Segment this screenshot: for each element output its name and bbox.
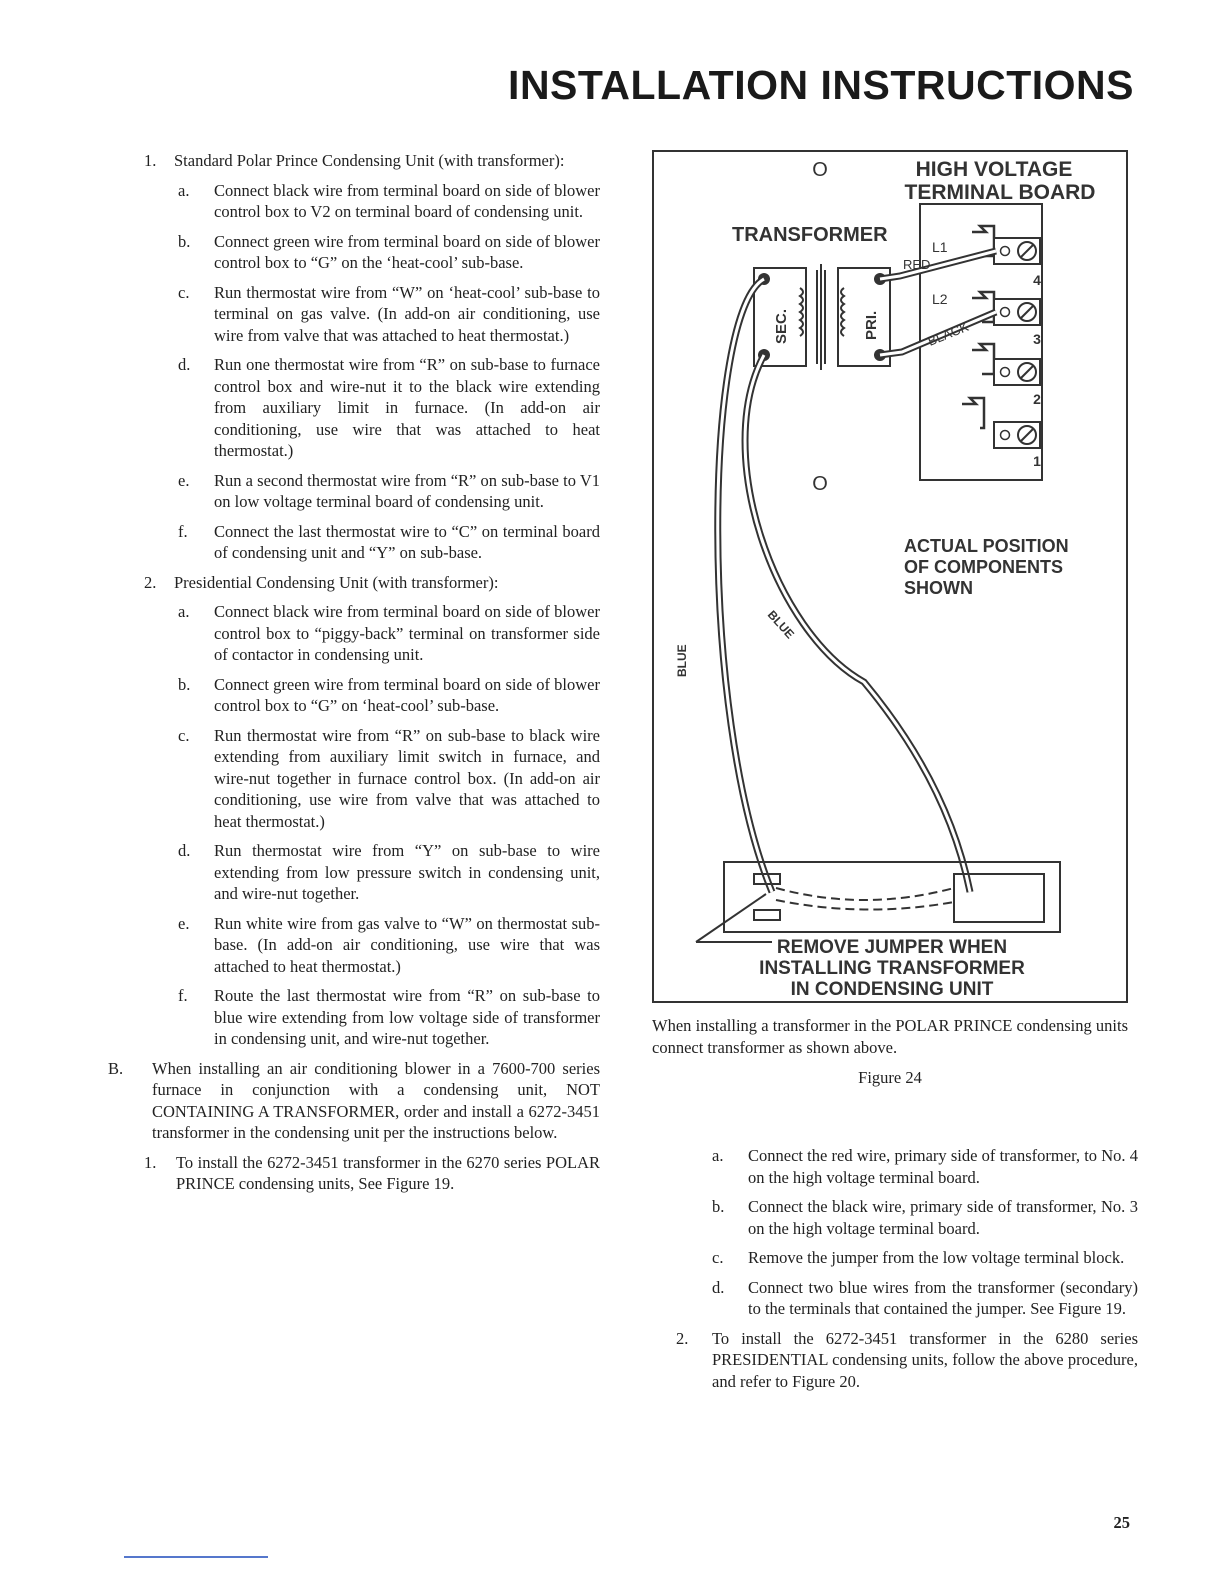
item-marker: b. <box>178 231 191 251</box>
label-actual-position: ACTUAL POSITION <box>904 536 1069 556</box>
item-text: Route the last thermostat wire from “R” on sub-base to blue wire extending from low voltage side of transformer in condensing unit, and wire-nut together. <box>214 986 600 1048</box>
item-marker: B. <box>108 1058 124 1078</box>
list-item <box>100 1058 600 1144</box>
item-text: Run a second thermostat wire from “R” on sub-base to V1 on low voltage terminal board of condensing unit. <box>214 470 600 511</box>
list-item <box>100 985 600 1050</box>
item-marker: a. <box>178 602 190 621</box>
item-text: When installing an air conditioning blower in a 7600-700 series furnace in conjunction with a condensing unit, NOT CONTAINING A TRANSFORMER, order and install a 6272-3451 transformer in the condensing unit per the instructions below. <box>152 1058 600 1142</box>
terminal-number: 1 <box>1033 453 1041 469</box>
label-l2: L2 <box>932 291 948 307</box>
list-item <box>664 1247 1138 1269</box>
terminal-2 <box>972 344 1040 385</box>
list-item <box>100 725 600 833</box>
item-text: Standard Polar Prince Condensing Unit (with transformer): <box>174 151 565 170</box>
item-text: Connect black wire from terminal board on side of blower control box to V2 on terminal board of condensing unit. <box>214 180 600 221</box>
item-text: Run white wire from gas valve to “W” on thermostat sub-base. (In add-on air conditioning, use wire that was attached to heat thermostat.) <box>214 913 600 976</box>
page-number: 25 <box>1113 1513 1130 1532</box>
list-item <box>100 1152 600 1195</box>
wiring-diagram-svg <box>654 152 1130 1005</box>
terminal-number: 3 <box>1033 331 1041 347</box>
item-text: Connect the last thermostat wire to “C” on terminal board of condensing unit and “Y” on sub-base. <box>214 521 600 562</box>
item-marker: c. <box>178 725 190 745</box>
item-text: Run thermostat wire from “W” on ‘heat-cool’ sub-base to terminal on gas valve. (In add-on air conditioning, use wire from valve that was attached to heat thermostat.) <box>214 282 600 345</box>
item-text: Connect two blue wires from the transformer (secondary) to the terminals that contained the jumper. See Figure 19. <box>748 1277 1138 1318</box>
item-text: Connect black wire from terminal board on side of blower control box to “piggy-back” terminal on transformer side of contactor in condensing unit. <box>214 602 600 664</box>
left-column <box>100 150 600 1203</box>
item-text: Run thermostat wire from “Y” on sub-base to wire extending from low pressure switch in condensing unit, and wire-nut together. <box>214 841 600 903</box>
list-item <box>664 1328 1138 1393</box>
item-marker: 1. <box>144 1152 157 1172</box>
terminal-4 <box>972 226 1040 264</box>
label-transformer: TRANSFORMER <box>732 224 888 246</box>
terminal-1 <box>962 398 1040 448</box>
item-text: Connect the black wire, primary side of transformer, No. 3 on the high voltage terminal board. <box>748 1197 1138 1238</box>
figure-caption: When installing a transformer in the POLAR PRINCE condensing units connect transformer as shown above. <box>652 1016 1128 1057</box>
low-voltage-terminal-block <box>696 862 1060 942</box>
list-item <box>100 521 600 564</box>
item-text: Run one thermostat wire from “R” on sub-base to furnace control box and wire-nut it to the black wire extending from auxiliary limit in furnace. (In add-on air conditioning, use wire that was attached to heat thermostat.) <box>214 355 600 460</box>
item-marker: e. <box>178 470 190 490</box>
jumper <box>776 888 954 900</box>
list-item <box>664 1277 1138 1320</box>
item-text: Presidential Condensing Unit (with transformer): <box>174 572 499 592</box>
list-item <box>664 1145 1138 1188</box>
list-item <box>100 180 600 223</box>
item-marker: d. <box>178 841 191 860</box>
terminal-number: 2 <box>1033 391 1041 407</box>
label-high-voltage: HIGH VOLTAGE <box>915 158 1073 181</box>
list-item <box>664 1196 1138 1239</box>
label-black: BLACK <box>925 318 971 349</box>
label-in-condensing-unit: IN CONDENSING UNIT <box>790 979 994 1000</box>
terminal-number: 4 <box>1033 272 1041 288</box>
item-marker: f. <box>178 521 188 541</box>
list-item <box>100 470 600 513</box>
right-column <box>664 1145 1138 1400</box>
list-item <box>100 354 600 462</box>
label-shown: SHOWN <box>904 578 973 598</box>
list-item <box>100 840 600 905</box>
label-l1: L1 <box>932 239 948 255</box>
mount-hole-top: O <box>812 159 828 181</box>
list-item <box>100 601 600 666</box>
page-title: INSTALLATION INSTRUCTIONS <box>508 62 1134 108</box>
list-item <box>100 572 600 594</box>
item-marker: d. <box>178 355 191 374</box>
label-sec: SEC. <box>773 308 790 344</box>
item-marker: d. <box>712 1277 725 1297</box>
item-marker: 1. <box>144 151 157 170</box>
item-text: Connect green wire from terminal board on side of blower control box to “G” on ‘heat-cool’ sub-base. <box>214 674 600 715</box>
item-marker: b. <box>712 1197 725 1216</box>
item-marker: c. <box>712 1248 724 1267</box>
label-of-components: OF COMPONENTS <box>904 557 1064 577</box>
label-remove-jumper: REMOVE JUMPER WHEN <box>776 937 1008 958</box>
list-item <box>100 913 600 978</box>
list-item <box>100 282 600 347</box>
item-marker: a. <box>178 180 190 200</box>
item-text: To install the 6272-3451 transformer in the 6280 series PRESIDENTIAL condensing units, follow the above procedure, and refer to Figure 20. <box>712 1328 1138 1391</box>
item-marker: a. <box>712 1146 724 1165</box>
list-item <box>100 674 600 717</box>
label-red: RED <box>903 257 931 272</box>
item-marker: 2. <box>676 1328 689 1348</box>
item-marker: e. <box>178 913 190 933</box>
item-text: To install the 6272-3451 transformer in the 6270 series POLAR PRINCE condensing units, See Figure 19. <box>176 1152 600 1193</box>
item-marker: 2. <box>144 572 157 592</box>
leader-line <box>696 894 766 942</box>
figure-label: Figure 24 <box>858 1068 922 1087</box>
bottom-rule <box>124 1556 268 1558</box>
item-text: Remove the jumper from the low voltage terminal block. <box>748 1248 1125 1267</box>
item-marker: b. <box>178 674 191 694</box>
item-marker: f. <box>178 986 188 1005</box>
list-item <box>100 150 600 172</box>
label-terminal-board: TERMINAL BOARD <box>904 181 1096 204</box>
mount-hole-bottom: O <box>812 473 828 495</box>
item-text: Run thermostat wire from “R” on sub-base to black wire extending from auxiliary limit switch in furnace, and wire-nut together in furnace control box. (In add-on air conditioning, use wire from valve that was attached to heat thermostat.) <box>214 725 600 831</box>
label-pri: PRI. <box>863 310 880 340</box>
list-item <box>100 231 600 274</box>
label-blue: BLUE <box>764 607 798 642</box>
label-blue: BLUE <box>675 644 689 677</box>
item-text: Connect green wire from terminal board on side of blower control box to “G” on the ‘heat-cool’ sub-base. <box>214 231 600 272</box>
wiring-diagram <box>652 150 1128 1003</box>
label-installing-transformer: INSTALLING TRANSFORMER <box>759 958 1025 979</box>
item-marker: c. <box>178 282 190 302</box>
item-text: Connect the red wire, primary side of transformer, to No. 4 on the high voltage terminal board. <box>748 1146 1138 1187</box>
